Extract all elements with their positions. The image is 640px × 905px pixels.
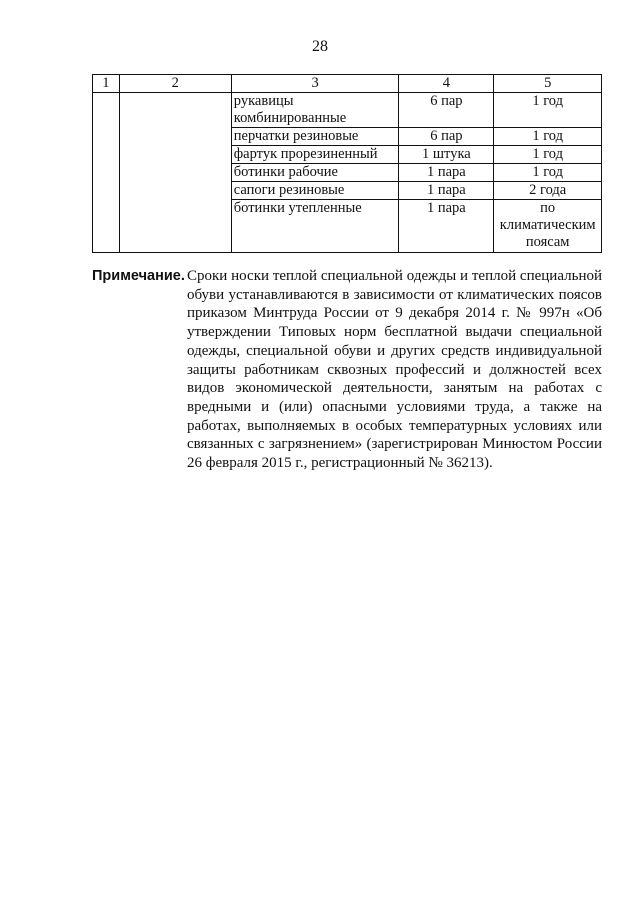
term-cell: 2 года — [494, 182, 602, 200]
term-cell: 1 год — [494, 146, 602, 164]
merged-cell-col2 — [119, 93, 231, 253]
item-cell: фартук прорезиненный — [231, 146, 399, 164]
item-cell: ботинки утепленные — [231, 200, 399, 253]
norms-table — [92, 74, 602, 253]
quantity-cell: 1 пара — [399, 200, 494, 253]
quantity-cell: 1 пара — [399, 164, 494, 182]
column-header-2: 2 — [119, 75, 231, 93]
quantity-cell: 6 пар — [399, 93, 494, 128]
term-cell: 1 год — [494, 128, 602, 146]
term-cell: 1 год — [494, 164, 602, 182]
quantity-cell: 6 пар — [399, 128, 494, 146]
table-header-row — [93, 75, 602, 93]
column-header-3: 3 — [231, 75, 399, 93]
term-cell: 1 год — [494, 93, 602, 128]
column-header-4: 4 — [399, 75, 494, 93]
item-cell: рукавицы комбинированные — [231, 93, 399, 128]
quantity-cell: 1 штука — [399, 146, 494, 164]
note-block — [92, 267, 602, 473]
term-cell: по климатическим поясам — [494, 200, 602, 253]
note-label: Примечание. — [92, 268, 185, 284]
item-cell: перчатки резиновые — [231, 128, 399, 146]
column-header-5: 5 — [494, 75, 602, 93]
item-cell: сапоги резиновые — [231, 182, 399, 200]
item-cell: ботинки рабочие — [231, 164, 399, 182]
quantity-cell: 1 пара — [399, 182, 494, 200]
column-header-1: 1 — [93, 75, 120, 93]
table-row — [93, 93, 602, 128]
merged-cell-col1 — [93, 93, 120, 253]
page-number: 28 — [312, 38, 328, 55]
note-text: Сроки носки теплой специальной одежды и теплой специальной обуви устанавливаются в зависимости от климатических поясов приказом Минтруда России от 9 декабря 2014 г. № 997н «Об утверждении Типовых норм бесплатной выдачи специальной одежды, специальной обуви и других средств индивидуальной защиты работникам сквозных профессий и должностей всех видов экономической деятельности, занятым на работах с вредными и (или) опасными условиями труда, а также на работах, выполняемых в особых температурных условиях или связанных с загрязнением» (зарегистрирован Минюстом России 26 февраля 2015 г., регистрационный № 36213). — [187, 268, 602, 472]
